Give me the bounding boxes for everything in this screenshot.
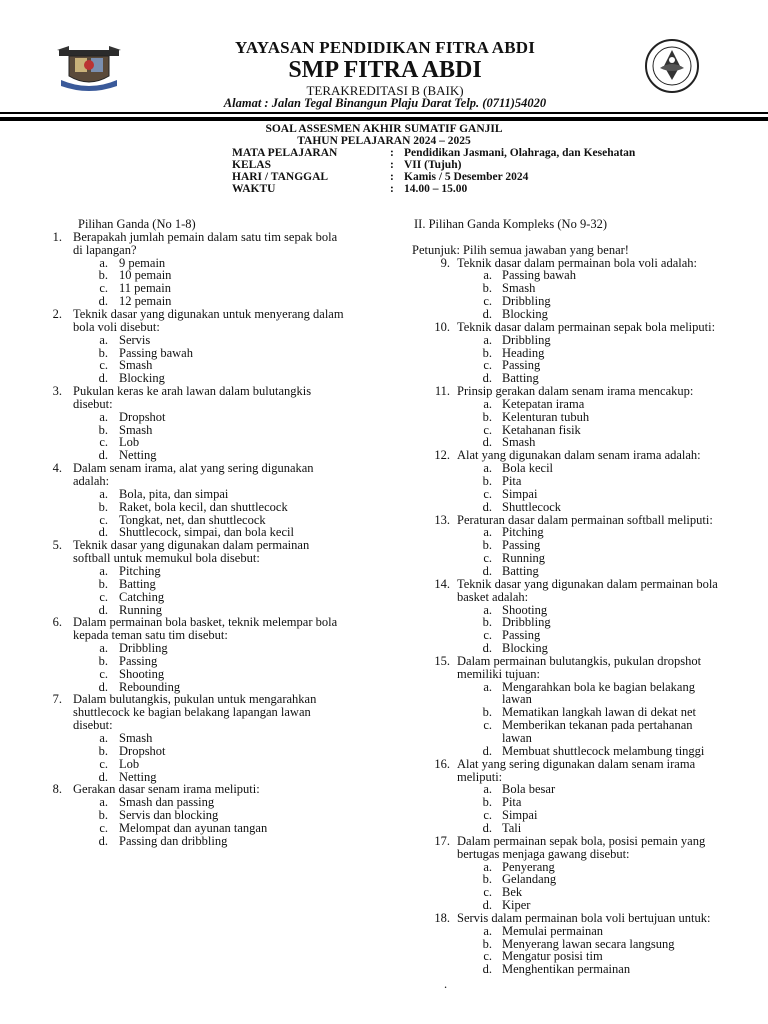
question-text: Dalam permainan bulutangkis, pukulan dropshot — [457, 653, 702, 668]
option-text: Catching — [119, 589, 165, 604]
exam-info-key: WAKTU — [232, 183, 276, 195]
option-text: lawan — [502, 692, 532, 707]
question-text: di lapangan? — [73, 242, 137, 257]
option-text: Gelandang — [502, 872, 557, 887]
option-text: Blocking — [502, 306, 548, 321]
question-text: memiliki tujuan: — [457, 666, 540, 681]
option-text: Smash dan passing — [119, 795, 215, 810]
option-text: Shuttlecock, simpai, dan bola kecil — [119, 525, 294, 540]
question-number: 18. — [434, 910, 450, 925]
exam-info-row — [232, 147, 712, 159]
question-text: disebut: — [73, 396, 113, 411]
option-text: Shooting — [119, 666, 165, 681]
option-text: Smash — [502, 281, 536, 296]
school-logo — [55, 42, 123, 92]
option-text: Servis — [119, 332, 151, 347]
option-text: Bola kecil — [502, 461, 554, 476]
instruction-text: Petunjuk: Pilih semua jawaban yang benar! — [412, 242, 629, 257]
question-text: bertugas menjaga gawang disebut: — [457, 846, 630, 861]
option-text: Menghentikan permainan — [502, 962, 631, 977]
question-text: Teknik dasar yang digunakan untuk menyerang dalam — [73, 306, 344, 321]
option-text: Passing — [502, 358, 541, 373]
option-letter: b. — [482, 705, 492, 720]
question-text: Dalam senam irama, alat yang sering digunakan — [73, 461, 314, 476]
option-text: Running — [502, 551, 546, 566]
question-text: Dalam permainan bola basket, teknik melempar bola — [73, 615, 338, 630]
option-letter: d. — [98, 294, 108, 309]
option-letter: b. — [482, 795, 492, 810]
option-text: Netting — [119, 769, 157, 784]
question-text: Dalam permainan sepak bola, posisi pemain yang — [457, 833, 706, 848]
option-text: 11 pemain — [119, 281, 171, 296]
option-letter: c. — [483, 551, 492, 566]
option-letter: d. — [482, 743, 492, 758]
exam-info-colon: : — [390, 183, 394, 195]
trailing-mark: . — [444, 977, 448, 992]
question-number: 8. — [52, 782, 62, 797]
question-text: disebut: — [73, 718, 113, 733]
question-text: Dalam bulutangkis, pukulan untuk mengarahkan — [73, 692, 317, 707]
question-number: 10. — [434, 319, 450, 334]
option-text: Simpai — [502, 808, 538, 823]
option-text: Blocking — [502, 641, 548, 656]
option-text: Pitching — [502, 525, 544, 540]
question-text: bola voli disebut: — [73, 319, 160, 334]
exam-info-colon: : — [390, 147, 394, 159]
exam-info-value: 14.00 – 15.00 — [404, 183, 468, 195]
option-text: Dribbling — [119, 641, 168, 656]
option-text: Batting — [502, 563, 539, 578]
option-letter: a. — [483, 923, 492, 938]
question-text: Teknik dasar yang digunakan dalam permainan bola — [457, 576, 718, 591]
option-text: Kelenturan tubuh — [502, 409, 590, 424]
option-letter: a. — [483, 396, 492, 411]
option-letter: d. — [482, 371, 492, 386]
option-text: Smash — [119, 422, 153, 437]
option-text: Heading — [502, 345, 545, 360]
option-letter: c. — [483, 808, 492, 823]
school-name: SMP FITRA ABDI — [288, 57, 482, 83]
option-letter: b. — [482, 936, 492, 951]
option-letter: a. — [99, 795, 108, 810]
option-letter: d. — [482, 435, 492, 450]
question-text: Teknik dasar dalam permainan bola voli adalah: — [457, 255, 698, 270]
school-address: Alamat : Jalan Tegal Binangun Plaju Darat Telp. (0711)54020 — [223, 96, 547, 110]
option-letter: d. — [98, 525, 108, 540]
option-letter: d. — [98, 769, 108, 784]
option-text: Batting — [119, 576, 156, 591]
question-number: 2. — [52, 306, 62, 321]
question-number: 12. — [434, 448, 450, 463]
question-text: Teknik dasar dalam permainan sepak bola meliputi: — [457, 319, 716, 334]
option-letter: a. — [99, 409, 108, 424]
option-text: Memberikan tekanan pada pertahanan — [502, 718, 693, 733]
option-text: Kiper — [502, 898, 531, 913]
question-text: Alat yang digunakan dalam senam irama adalah: — [457, 448, 701, 463]
option-letter: c. — [483, 358, 492, 373]
question-number: 4. — [52, 461, 62, 476]
option-letter: b. — [98, 268, 108, 283]
option-text: Blocking — [119, 371, 165, 386]
option-text: Memulai permainan — [502, 923, 604, 938]
option-text: Dropshot — [119, 409, 166, 424]
option-text: Dropshot — [119, 743, 166, 758]
question-number: 14. — [434, 576, 450, 591]
option-text: 9 pemain — [119, 255, 166, 270]
section-heading: II. Pilihan Ganda Kompleks (No 9-32) — [414, 217, 608, 231]
option-letter: d. — [482, 641, 492, 656]
option-text: Dribbling — [502, 332, 551, 347]
option-letter: c. — [483, 486, 492, 501]
option-text: Simpai — [502, 486, 538, 501]
question-number: 6. — [52, 615, 62, 630]
option-letter: b. — [98, 653, 108, 668]
option-letter: c. — [99, 358, 108, 373]
question-number: 9. — [440, 255, 450, 270]
option-letter: c. — [483, 628, 492, 643]
option-text: Shuttlecock — [502, 499, 562, 514]
option-letter: a. — [99, 255, 108, 270]
option-text: lawan — [502, 731, 532, 745]
question-text: kepada teman satu tim disebut: — [73, 628, 228, 643]
option-letter: d. — [482, 306, 492, 321]
option-text: Batting — [502, 371, 539, 386]
question-number: 5. — [52, 538, 62, 553]
question-text: adalah: — [73, 474, 110, 488]
option-letter: a. — [483, 602, 492, 617]
option-text: Melompat dan ayunan tangan — [119, 820, 268, 835]
tut-wuri-handayani-logo — [640, 38, 704, 94]
accreditation: TERAKREDITASI B (BAIK) — [306, 83, 464, 98]
option-text: Passing bawah — [502, 268, 576, 283]
option-letter: c. — [99, 666, 108, 681]
option-letter: b. — [98, 422, 108, 437]
header-rule-thick — [0, 117, 768, 121]
option-letter: b. — [482, 872, 492, 887]
option-letter: b. — [98, 499, 108, 514]
option-letter: a. — [99, 486, 108, 501]
exam-info-row — [232, 171, 712, 183]
section-heading: Pilihan Ganda (No 1-8) — [78, 217, 196, 231]
option-letter: a. — [99, 332, 108, 347]
option-letter: a. — [99, 731, 108, 745]
question-number: 15. — [434, 653, 450, 668]
option-letter: a. — [483, 525, 492, 540]
option-text: Dribbling — [502, 294, 551, 309]
question-text: softball untuk memukul bola disebut: — [73, 551, 260, 566]
option-text: 10 pemain — [119, 268, 172, 283]
option-letter: c. — [483, 718, 492, 733]
option-letter: b. — [482, 474, 492, 488]
option-text: Passing bawah — [119, 345, 193, 360]
question-text: Pukulan keras ke arah lawan dalam bulutangkis — [73, 384, 312, 399]
option-letter: b. — [98, 345, 108, 360]
option-letter: b. — [482, 409, 492, 424]
exam-info-row — [232, 183, 712, 195]
option-text: Ketepatan irama — [502, 396, 585, 411]
option-text: Passing — [119, 653, 158, 668]
question-text: meliputi: — [457, 769, 503, 784]
option-letter: d. — [98, 833, 108, 848]
option-text: Servis dan blocking — [119, 808, 219, 823]
exam-info-colon: : — [390, 159, 394, 171]
option-text: Tongkat, net, dan shuttlecock — [119, 512, 266, 527]
question-text: Gerakan dasar senam irama meliputi: — [73, 782, 260, 797]
option-text: Ketahanan fisik — [502, 422, 581, 437]
option-letter: c. — [483, 885, 492, 900]
foundation-name: YAYASAN PENDIDIKAN FITRA ABDI — [234, 38, 536, 57]
option-text: Lob — [119, 756, 140, 771]
option-text: Bola, pita, dan simpai — [119, 486, 229, 501]
option-text: Smash — [119, 358, 153, 373]
option-letter: d. — [98, 602, 108, 617]
option-text: Pita — [502, 474, 522, 488]
option-letter: b. — [98, 743, 108, 758]
option-letter: d. — [482, 820, 492, 835]
option-text: Smash — [502, 435, 536, 450]
option-text: Passing — [502, 628, 541, 643]
option-text: Passing dan dribbling — [119, 833, 228, 848]
option-letter: c. — [99, 756, 108, 771]
option-text: Rebounding — [119, 679, 181, 694]
option-text: Netting — [119, 448, 157, 463]
exam-info-row — [232, 159, 712, 171]
option-letter: b. — [98, 576, 108, 591]
option-text: Penyerang — [502, 859, 555, 874]
option-letter: c. — [99, 512, 108, 527]
question-number: 11. — [434, 384, 450, 399]
header-rule-thin — [0, 112, 768, 114]
option-letter: d. — [98, 448, 108, 463]
option-text: Menyerang lawan secara langsung — [502, 936, 675, 951]
option-text: Tali — [502, 820, 522, 835]
option-text: 12 pemain — [119, 294, 172, 309]
question-number: 3. — [52, 384, 62, 399]
option-text: Dribbling — [502, 615, 551, 630]
option-letter: c. — [483, 949, 492, 964]
question-number: 13. — [434, 512, 450, 527]
option-text: Lob — [119, 435, 140, 450]
exam-info-value: Pendidikan Jasmani, Olahraga, dan Kesehatan — [404, 147, 636, 159]
option-letter: d. — [98, 371, 108, 386]
option-letter: c. — [483, 422, 492, 437]
option-letter: a. — [483, 332, 492, 347]
option-letter: a. — [483, 782, 492, 797]
option-letter: c. — [99, 820, 108, 835]
option-text: Mematikan langkah lawan di dekat net — [502, 705, 697, 720]
option-letter: a. — [483, 679, 492, 694]
option-text: Raket, bola kecil, dan shuttlecock — [119, 499, 288, 514]
question-text: Berapakah jumlah pemain dalam satu tim sepak bola — [73, 229, 338, 244]
option-text: Mengatur posisi tim — [502, 949, 603, 964]
question-text: Prinsip gerakan dalam senam irama mencakup: — [457, 384, 694, 399]
option-text: Membuat shuttlecock melambung tinggi — [502, 743, 705, 758]
option-letter: a. — [483, 859, 492, 874]
exam-year: TAHUN PELAJARAN 2024 – 2025 — [297, 135, 471, 147]
question-text: Teknik dasar yang digunakan dalam permainan — [73, 538, 310, 553]
option-letter: b. — [482, 345, 492, 360]
option-letter: d. — [482, 499, 492, 514]
question-number: 7. — [52, 692, 62, 707]
option-letter: c. — [99, 589, 108, 604]
option-letter: c. — [99, 435, 108, 450]
exam-info-key: MATA PELAJARAN — [232, 147, 338, 159]
exam-info-value: Kamis / 5 Desember 2024 — [404, 171, 529, 183]
question-text: Servis dalam permainan bola voli bertujuan untuk: — [457, 910, 711, 925]
option-letter: b. — [482, 538, 492, 553]
option-letter: d. — [482, 563, 492, 578]
option-text: Bola besar — [502, 782, 556, 797]
question-number: 1. — [52, 229, 62, 244]
exam-info-value: VII (Tujuh) — [404, 159, 462, 171]
option-letter: b. — [482, 281, 492, 296]
exam-info-key: KELAS — [232, 159, 271, 171]
question-text: Peraturan dasar dalam permainan softball meliputi: — [457, 512, 713, 527]
option-letter: a. — [483, 461, 492, 476]
exam-info-colon: : — [390, 171, 394, 183]
option-text: Bek — [502, 885, 523, 900]
option-letter: a. — [483, 268, 492, 283]
question-number: 16. — [434, 756, 450, 771]
question-text: Alat yang sering digunakan dalam senam irama — [457, 756, 696, 771]
option-letter: d. — [98, 679, 108, 694]
option-letter: c. — [483, 294, 492, 309]
option-letter: d. — [482, 898, 492, 913]
option-text: Running — [119, 602, 163, 617]
exam-info-key: HARI / TANGGAL — [232, 171, 329, 183]
option-text: Shooting — [502, 602, 548, 617]
question-text: shuttlecock ke bagian belakang lapangan lawan — [73, 705, 311, 720]
option-letter: c. — [99, 281, 108, 296]
option-text: Passing — [502, 538, 541, 553]
exam-title: SOAL ASSESMEN AKHIR SUMATIF GANJIL — [265, 123, 503, 135]
option-text: Mengarahkan bola ke bagian belakang — [502, 679, 695, 694]
question-text: basket adalah: — [457, 589, 529, 604]
option-letter: b. — [482, 615, 492, 630]
option-letter: a. — [99, 563, 108, 578]
option-text: Smash — [119, 731, 153, 745]
option-letter: b. — [98, 808, 108, 823]
option-letter: a. — [99, 641, 108, 656]
question-number: 17. — [434, 833, 450, 848]
option-text: Pita — [502, 795, 522, 810]
option-letter: d. — [482, 962, 492, 977]
option-text: Pitching — [119, 563, 161, 578]
